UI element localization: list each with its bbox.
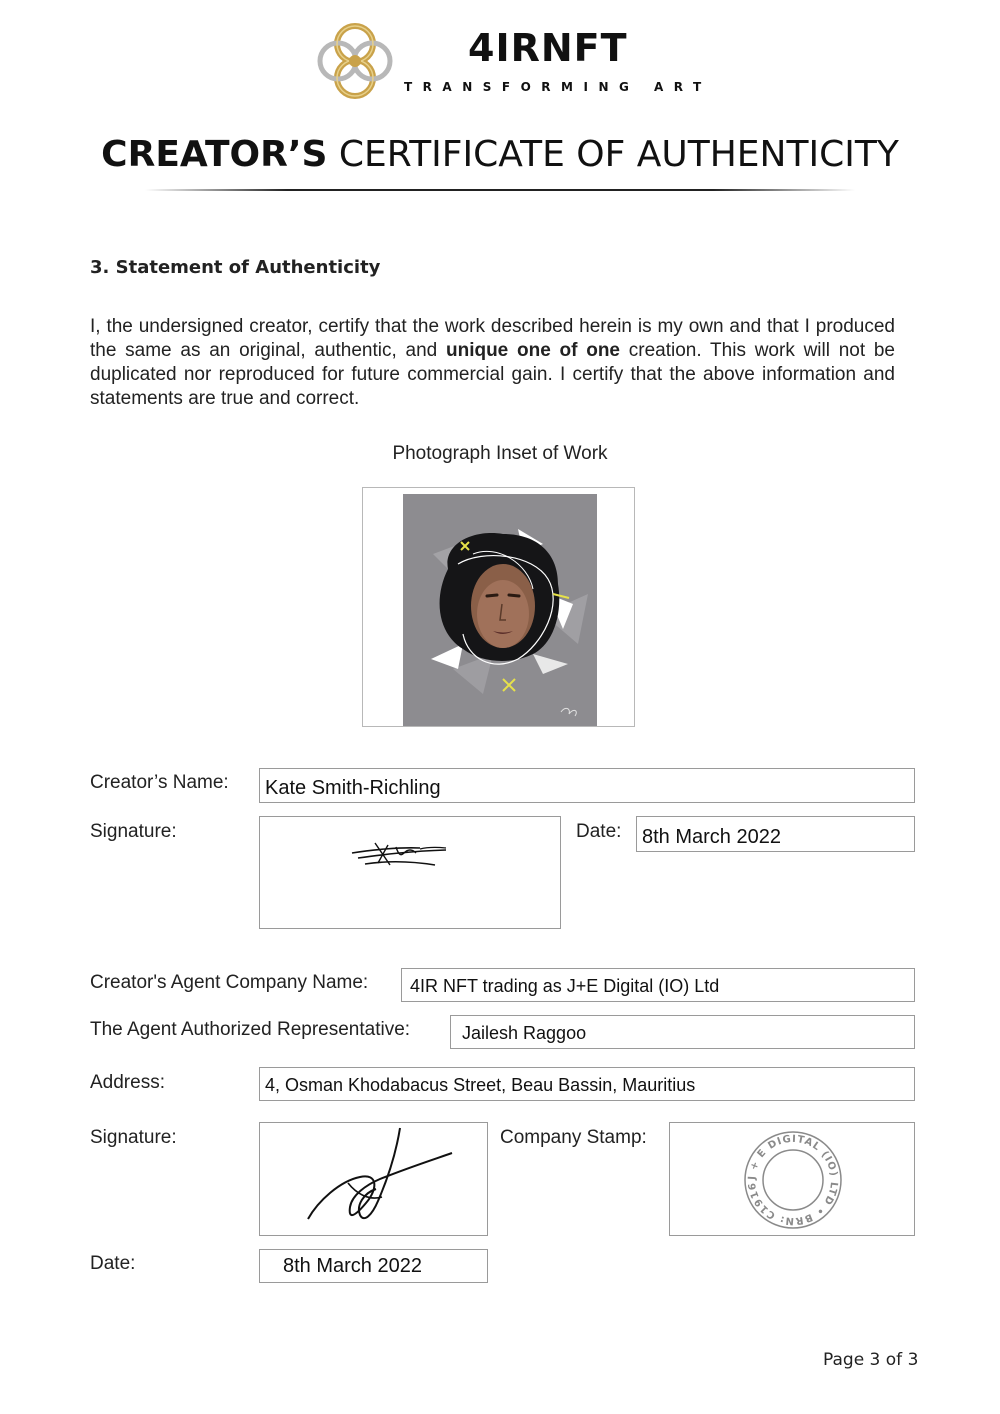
photo-caption: Photograph Inset of Work [392, 443, 608, 464]
certificate-title [0, 134, 1000, 175]
creator-signature-drawing [260, 817, 562, 930]
creator-date-field[interactable]: 8th March 2022 [636, 816, 915, 852]
creator-name-label: Creator’s Name: [90, 772, 229, 793]
company-stamp-label: Company Stamp: [500, 1127, 647, 1148]
statement-text-2: creation. This work will not be duplicated nor reproduced for future commercial gain. I certify that the above information and statements are true and correct. [90, 340, 896, 409]
company-stamp-box [669, 1122, 915, 1236]
agent-company-field[interactable]: 4IR NFT trading as J+E Digital (IO) Ltd [401, 968, 915, 1002]
title-divider [145, 189, 855, 191]
creator-date-label: Date: [576, 821, 622, 842]
agent-date-field[interactable]: 8th March 2022 [259, 1249, 488, 1283]
portrait-artwork-image [403, 494, 597, 726]
certificate-title-rest: CERTIFICATE OF AUTHENTICITY [327, 134, 899, 175]
agent-signature-box[interactable] [259, 1122, 488, 1236]
page-number: Page 3 of 3 [823, 1350, 919, 1370]
agent-representative-field[interactable]: Jailesh Raggoo [450, 1015, 915, 1049]
authenticity-statement [90, 315, 895, 411]
brand-tagline: TRANSFORMING ART [404, 80, 712, 94]
creator-signature-box[interactable] [259, 816, 561, 929]
certificate-title-bold: CREATOR’S [101, 134, 328, 175]
agent-company-label: Creator's Agent Company Name: [90, 972, 369, 993]
agent-signature-label: Signature: [90, 1127, 177, 1148]
photo-frame [362, 487, 635, 727]
infinity-knot-logo-icon [316, 22, 394, 100]
creator-signature-label: Signature: [90, 821, 177, 842]
agent-representative-label: The Agent Authorized Representative: [90, 1019, 411, 1040]
creator-name-field[interactable]: Kate Smith-Richling [259, 768, 915, 803]
statement-text-1: I, the undersigned creator, certify that the work described herein is my own and that I produced the same as an original, authentic, and [90, 316, 895, 361]
address-field[interactable]: 4, Osman Khodabacus Street, Beau Bassin, Mauritius [259, 1067, 915, 1101]
company-stamp-seal-icon [670, 1123, 916, 1237]
svg-text:J + E DIGITAL (IO) LTD • BRN:: J + E DIGITAL (IO) LTD • BRN: C1916 [746, 1133, 840, 1227]
agent-signature-drawing [260, 1123, 489, 1237]
address-label: Address: [90, 1072, 165, 1093]
agent-date-label: Date: [90, 1253, 136, 1274]
brand-name: 4IRNFT [468, 26, 628, 70]
section-heading: 3. Statement of Authenticity [90, 257, 381, 278]
statement-bold: unique one of one [445, 340, 621, 361]
